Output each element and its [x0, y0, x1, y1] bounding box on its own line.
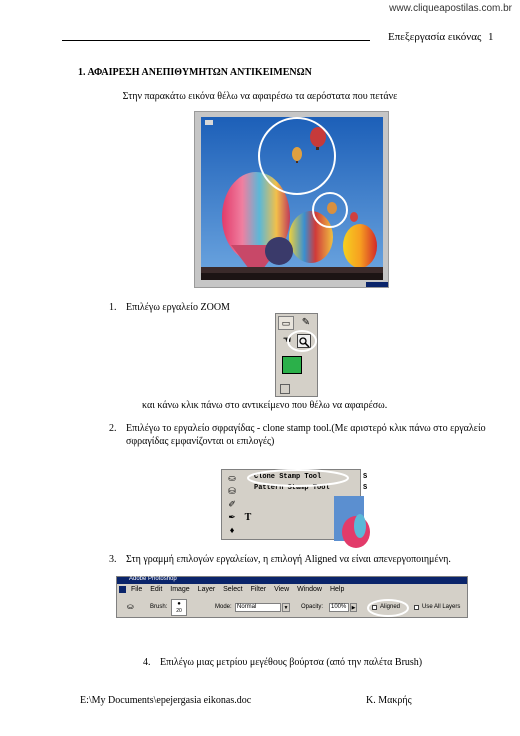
brush-size: 20 — [176, 608, 182, 614]
step-4-text: Επιλέγω μιας μετρίου μεγέθους βούρτσα (από την παλέτα Brush) — [160, 657, 423, 668]
menu-view[interactable]: View — [274, 586, 290, 593]
aligned-label: Aligned — [380, 604, 401, 610]
lasso-tool[interactable]: ▭ — [278, 316, 294, 330]
balloon-photo — [201, 117, 383, 280]
use-all-layers-label: Use All Layers — [422, 604, 461, 610]
intro-text: Στην παρακάτω εικόνα θέλω να αφαιρέσω τα αερόστατα που πετάνε — [122, 91, 398, 102]
clone-stamp-icon[interactable]: ⛀ — [228, 473, 236, 483]
step-3-number: 3. — [109, 554, 117, 565]
page-number: 1 — [488, 31, 494, 43]
pattern-stamp-icon[interactable]: ⛁ — [228, 486, 236, 496]
opacity-input[interactable]: 100% — [329, 603, 349, 612]
app-icon — [119, 586, 126, 593]
toolbox-panel — [275, 313, 318, 397]
opacity-label: Opacity: — [301, 604, 324, 610]
balloon-photo-frame — [194, 111, 389, 288]
step-4-number: 4. — [143, 657, 151, 668]
menu-edit[interactable]: Edit — [150, 586, 163, 593]
menu-image[interactable]: Image — [170, 586, 190, 593]
tool-preset-icon[interactable]: ⛀ — [127, 602, 134, 611]
menu-select[interactable]: Select — [223, 586, 243, 593]
menu-bar — [117, 584, 467, 597]
header-title: Επεξεργασία εικόνας — [388, 31, 482, 43]
chevron-right-icon[interactable]: ▶ — [351, 605, 356, 611]
menu-filter[interactable]: Filter — [250, 586, 267, 593]
menu-file[interactable]: File — [131, 586, 143, 593]
brush-picker[interactable] — [171, 599, 187, 616]
step-2-text-line2: σφραγίδας εμφανίζονται οι επιλογές) — [126, 436, 275, 447]
hand-icon[interactable]: ☚ — [282, 335, 292, 346]
brush-tool-icon[interactable]: ✐ — [228, 499, 236, 509]
type-icon[interactable]: T — [244, 512, 252, 523]
menu-item-label: Clone Stamp Tool — [254, 473, 322, 481]
options-bar-screenshot — [116, 576, 468, 618]
tool-options-row — [117, 598, 467, 617]
stamp-flyout-screenshot — [221, 469, 368, 540]
footer-path: E:\My Documents\epejergasia eikonas.doc — [80, 695, 252, 706]
menu-window[interactable]: Window — [297, 586, 322, 593]
section-heading: 1. ΑΦΑΙΡΕΣΗ ΑΝΕΠΙΘΥΜΗΤΩΝ ΑΝΤΙΚΕΙΜΕΝΩΝ — [78, 67, 312, 78]
quick-mask-button[interactable] — [280, 384, 290, 394]
menu-item-label: Pattern Stamp Tool — [254, 484, 330, 492]
canvas-preview — [334, 496, 364, 541]
watermark: www.cliqueapostilas.com.br — [389, 3, 512, 14]
mode-label: Mode: — [215, 604, 232, 610]
window-title: Adobe Photoshop — [129, 576, 177, 582]
header-rule — [62, 40, 370, 41]
footer-author: Κ. Μακρής — [366, 695, 412, 706]
menu-item-shortcut: S — [363, 473, 368, 481]
zoom-highlight-circle — [276, 328, 319, 358]
clone-stamp-highlight-circle — [246, 470, 356, 490]
menu-help[interactable]: Help — [329, 586, 345, 593]
pen-tool-icon[interactable]: ✒ — [228, 512, 236, 522]
window-titlebar — [117, 577, 467, 584]
menu-layer[interactable]: Layer — [197, 586, 216, 593]
brush-dot-icon: ● — [177, 601, 181, 607]
use-all-layers-checkbox[interactable] — [414, 605, 419, 610]
step-1-after-text: και κάνω κλικ πάνω στο αντικείμενο που θέλω να αφαιρέσω. — [142, 400, 388, 411]
photo-frame-bar — [366, 282, 388, 287]
step-3-text: Στη γραμμή επιλογών εργαλείων, η επιλογή Aligned να είναι απενεργοποιημένη. — [126, 554, 451, 565]
chevron-down-icon: ▼ — [283, 605, 289, 611]
step-1-text: Επιλέγω εργαλείο ZOOM — [126, 302, 230, 313]
mode-select[interactable]: Normal — [235, 603, 281, 612]
step-2-number: 2. — [109, 423, 117, 434]
menu-item-shortcut: S — [363, 484, 368, 492]
aligned-highlight-circle — [367, 599, 409, 617]
eyedropper-icon[interactable]: ✎ — [301, 317, 311, 328]
droplet-icon[interactable]: ♦ — [229, 525, 235, 535]
foreground-color-swatch[interactable] — [282, 356, 302, 374]
step-2-text-line1: Επιλέγω το εργαλείο σφραγίδας - clone stamp tool.(Με αριστερό κλικ πάνω στο εργαλείο — [126, 423, 486, 434]
brush-label: Brush: — [150, 604, 168, 610]
step-1-number: 1. — [109, 302, 117, 313]
